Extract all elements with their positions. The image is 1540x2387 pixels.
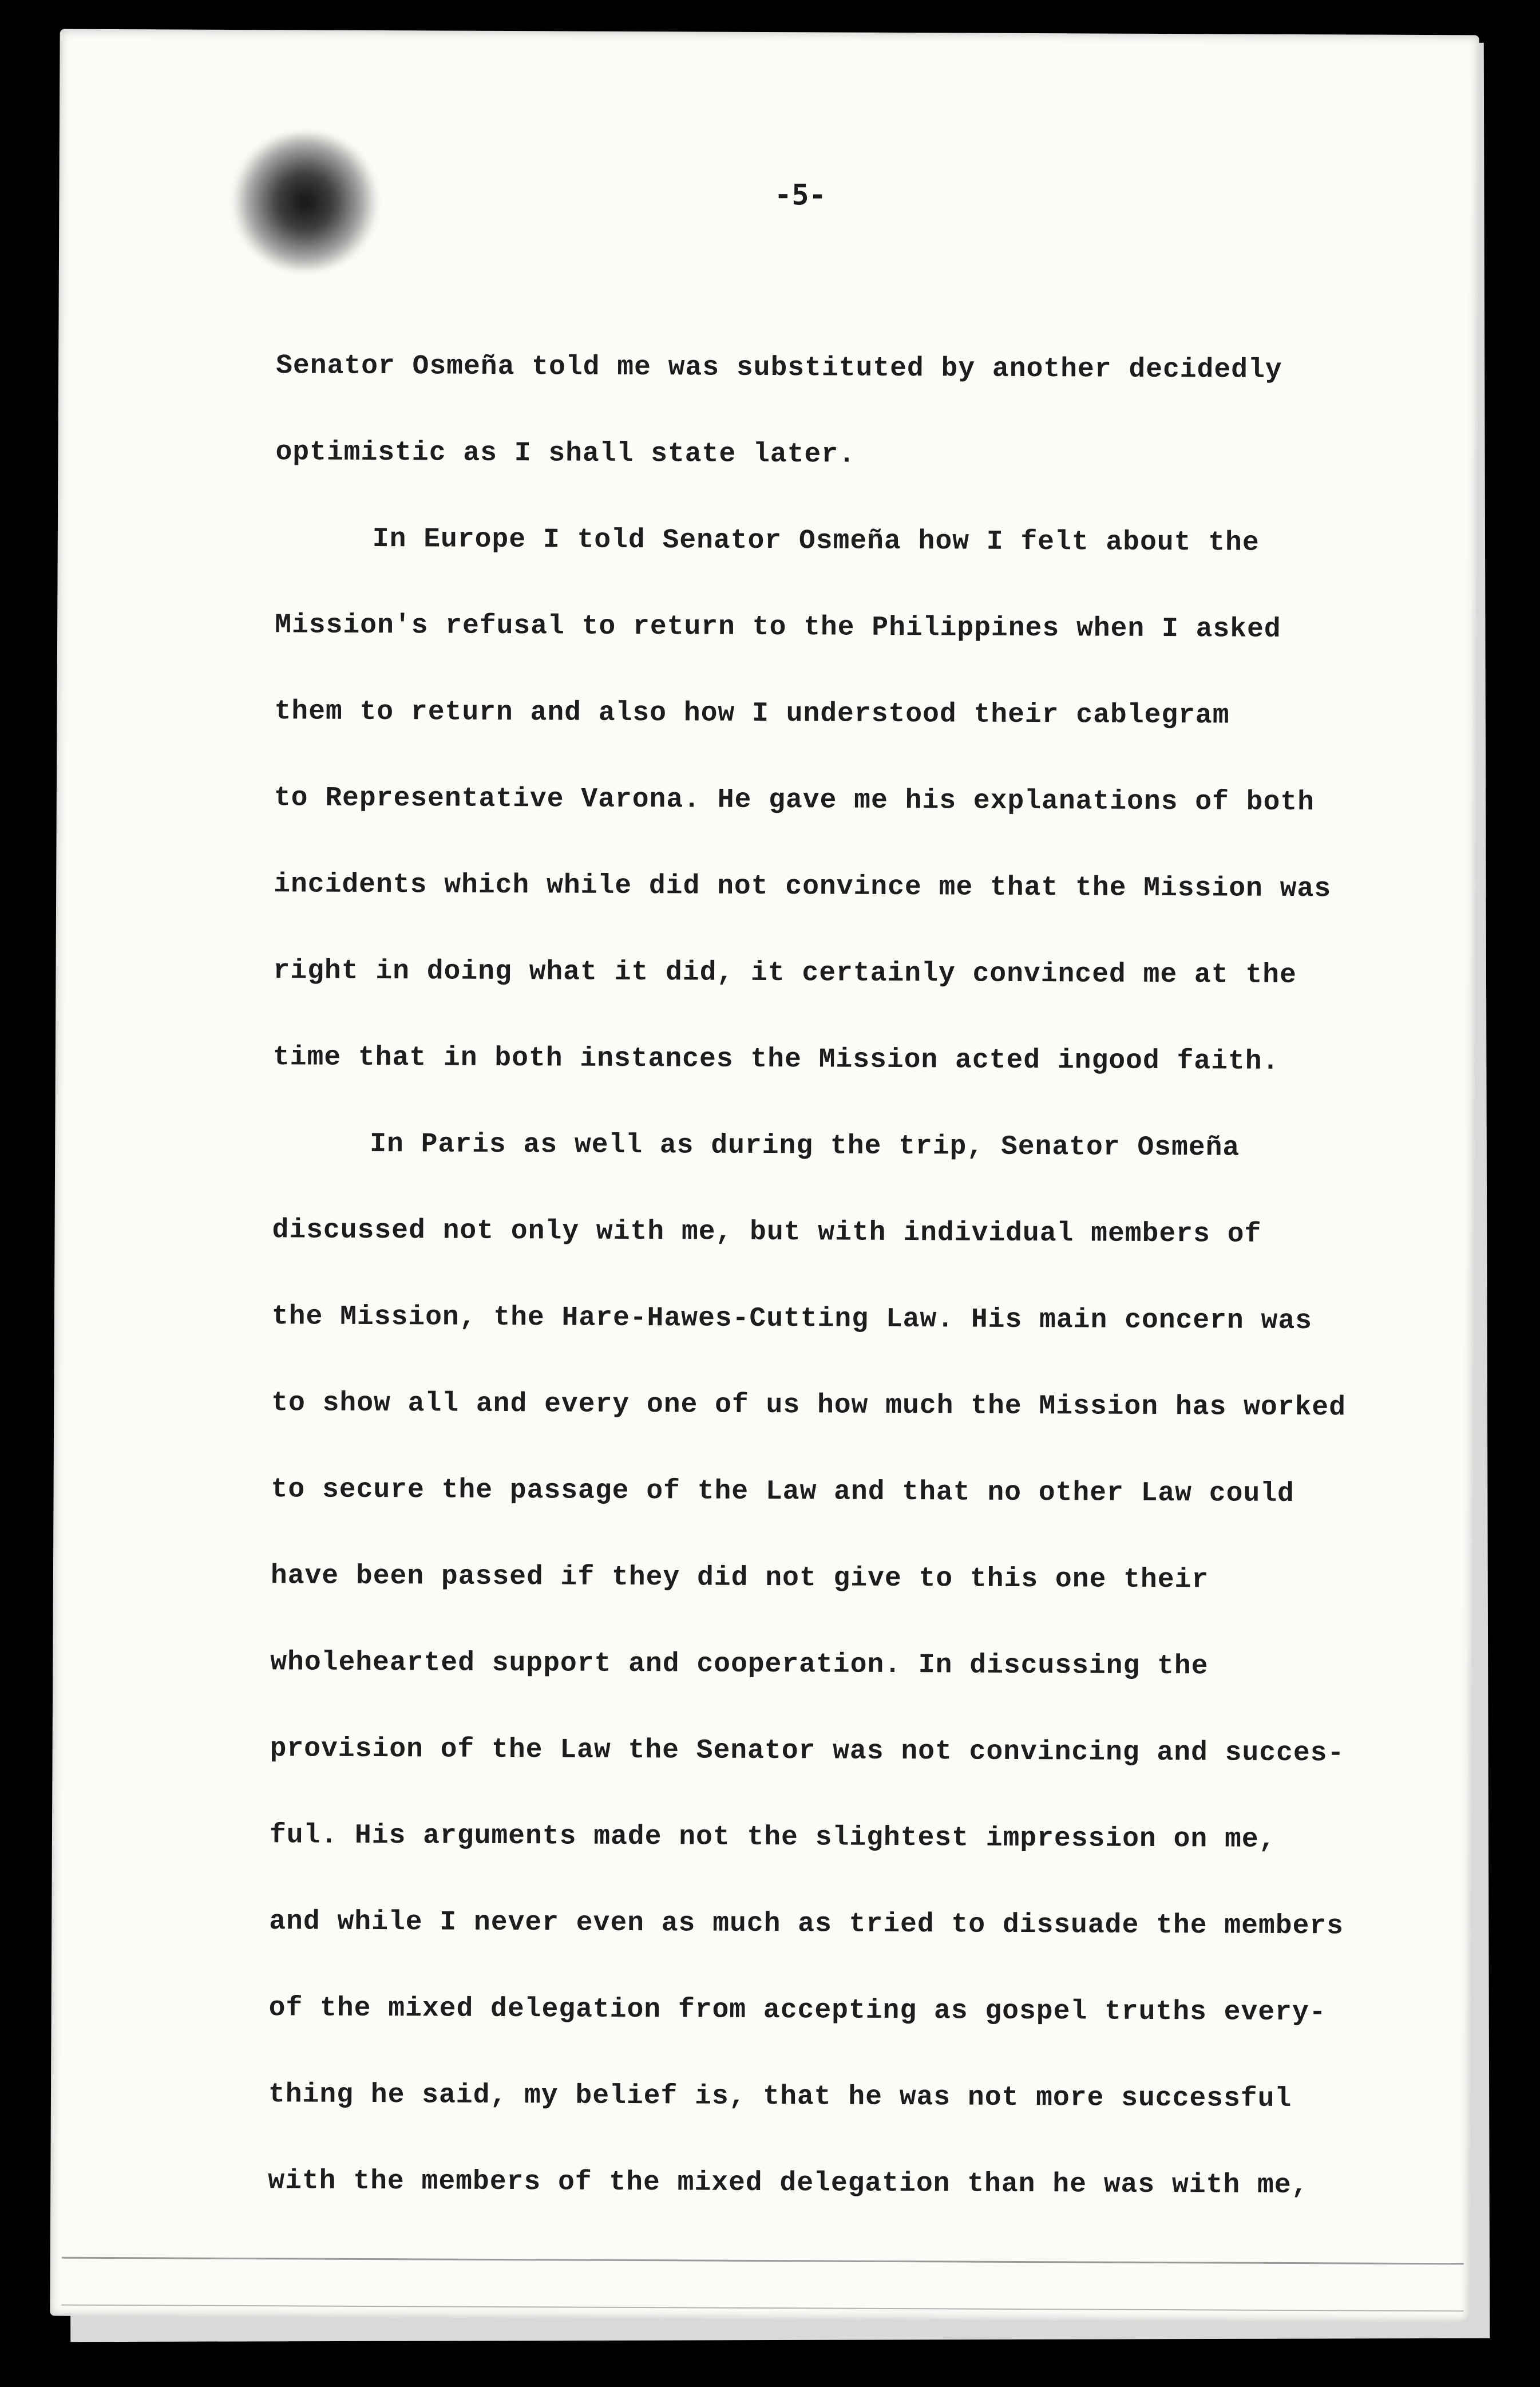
text-line: with the members of the mixed delegation than he was with me, — [268, 2165, 1309, 2202]
text-line: time that in both instances the Mission acted ingood faith. — [272, 1042, 1280, 1077]
text-line: to show all and every one of us how much the Mission has worked — [271, 1388, 1347, 1424]
text-line: the Mission, the Hare-Hawes-Cutting Law. His main concern was — [271, 1301, 1313, 1337]
text-line: optimistic as I shall state later. — [275, 437, 856, 471]
text-line: thing he said, my belief is, that he was not more successful — [268, 2079, 1292, 2115]
ink-smudge — [231, 133, 380, 271]
text-line: discussed not only with me, but with individual members of — [272, 1215, 1262, 1250]
text-line: of the mixed delegation from accepting as gospel truths every- — [268, 1993, 1327, 2029]
text-line: to Representative Varona. He gave me his explanations of both — [274, 783, 1315, 819]
text-line: ful. His arguments made not the slightest impression on me, — [269, 1820, 1276, 1855]
text-line: to secure the passage of the Law and that no other Law could — [271, 1474, 1294, 1510]
text-line: have been passed if they did not give to this one their — [270, 1560, 1209, 1596]
page-number: -5- — [774, 178, 826, 212]
text-line: right in doing what it did, it certainly convinced me at the — [273, 955, 1297, 991]
stacked-page-edges — [61, 2257, 1463, 2312]
text-line: incidents which while did not convince me that the Mission was — [274, 869, 1332, 905]
text-line: them to return and also how I understood their cablegram — [274, 696, 1230, 732]
text-line: wholehearted support and cooperation. In discussing the — [270, 1647, 1209, 1682]
text-line: and while I never even as much as tried to dissuade the members — [269, 1906, 1344, 1942]
document-body — [268, 323, 1403, 2230]
text-line: Mission's refusal to return to the Philippines when I asked — [275, 610, 1281, 645]
typewritten-page — [50, 29, 1479, 2322]
text-line: In Europe I told Senator Osmeña how I felt about the — [372, 524, 1260, 559]
text-line: provision of the Law the Senator was not convincing and succes- — [270, 1733, 1345, 1769]
text-line: In Paris as well as during the trip, Senator Osmeña — [370, 1128, 1240, 1164]
text-line: Senator Osmeña told me was substituted by another decidedly — [276, 350, 1282, 386]
